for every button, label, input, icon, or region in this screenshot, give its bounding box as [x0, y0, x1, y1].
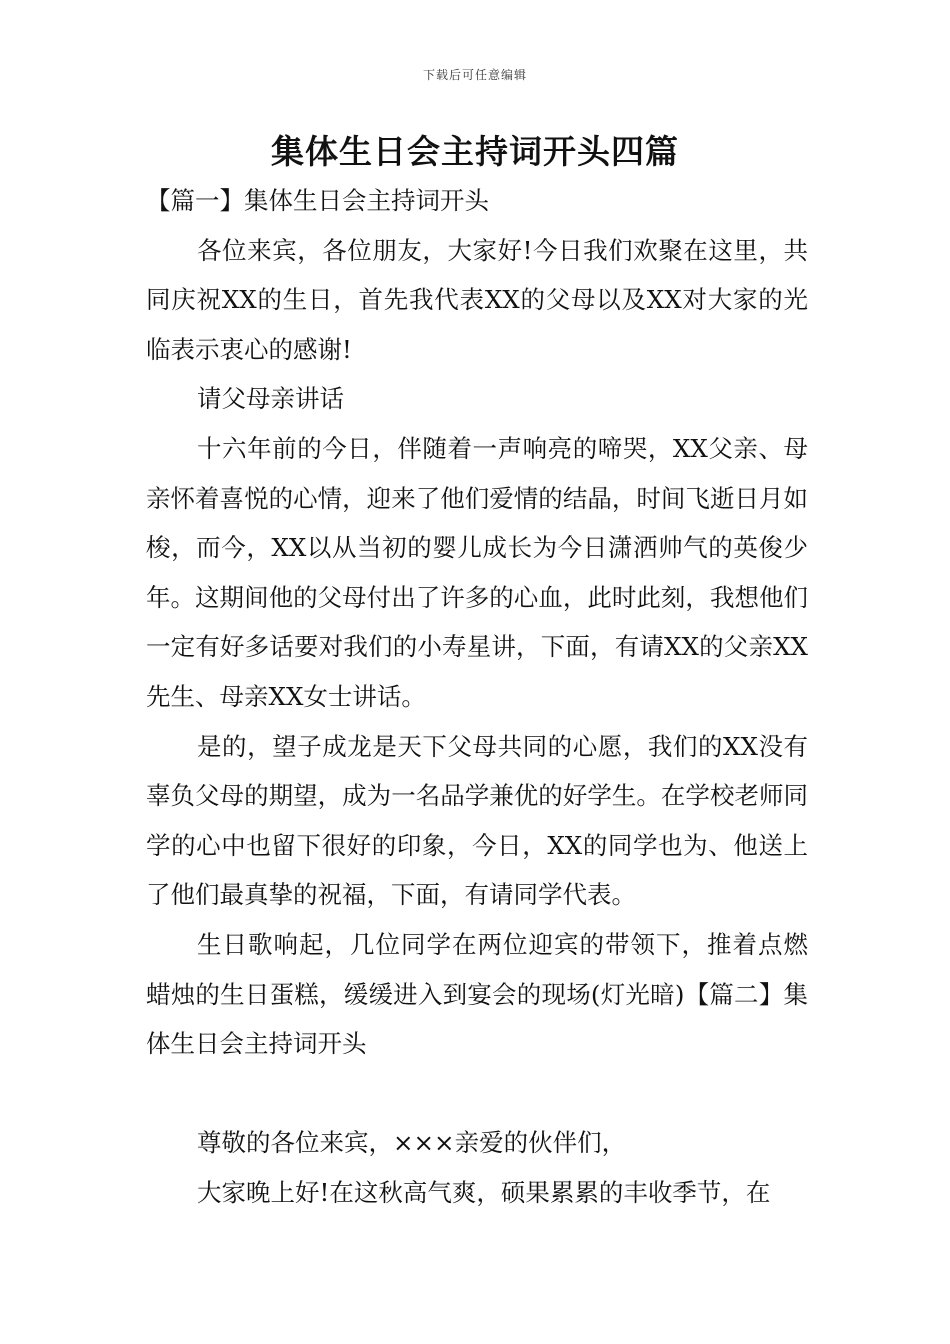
section-heading-1: 【篇一】集体生日会主持词开头 [146, 186, 489, 215]
document-body [146, 176, 808, 1217]
paragraph-wish: 是的，望子成龙是天下父母共同的心愿，我们的XX没有辜负父母的期望，成为一名品学兼优的好学生。在学校老师同学的心中也留下很好的印象，今日，XX的同学也为、他送上了他们最真挚的祝福，下面，有请同学代表。 [146, 731, 808, 910]
paragraph-birthday-song: 生日歌响起，几位同学在两位迎宾的带领下，推着点燃蜡烛的生日蛋糕，缓缓进入到宴会的现场(灯光暗)【篇二】集体生日会主持词开头 [146, 929, 808, 1059]
paragraph-good-evening: 大家晚上好!在这秋高气爽，硕果累累的丰收季节，在 [197, 1177, 771, 1207]
paragraph-spacer [146, 1069, 808, 1119]
document-title: 集体生日会主持词开头四篇 [271, 132, 679, 171]
paragraph-parents-speech: 请父母亲讲话 [197, 384, 344, 414]
paragraph-greeting: 各位来宾，各位朋友，大家好!今日我们欢聚在这里，共同庆祝XX的生日，首先我代表XX的父母以及XX对大家的光临表示衷心的感谢! [146, 235, 808, 364]
header-note: 下载后可任意编辑 [422, 68, 527, 82]
paragraph-dear-guests: 尊敬的各位来宾，×××亲爱的伙伴们， [197, 1128, 627, 1158]
paragraph-sixteen-years: 十六年前的今日，伴随着一声响亮的啼哭，XX父亲、母亲怀着喜悦的心情，迎来了他们爱情的结晶，时间飞逝日月如梭，而今，XX以从当初的婴儿成长为今日潇洒帅气的英俊少年。这期间他的父母付出了许多的心血，此时此刻，我想他们一定有好多话要对我们的小寿星讲，下面，有请XX的父亲XX先生、母亲XX女士讲话。 [146, 433, 808, 711]
